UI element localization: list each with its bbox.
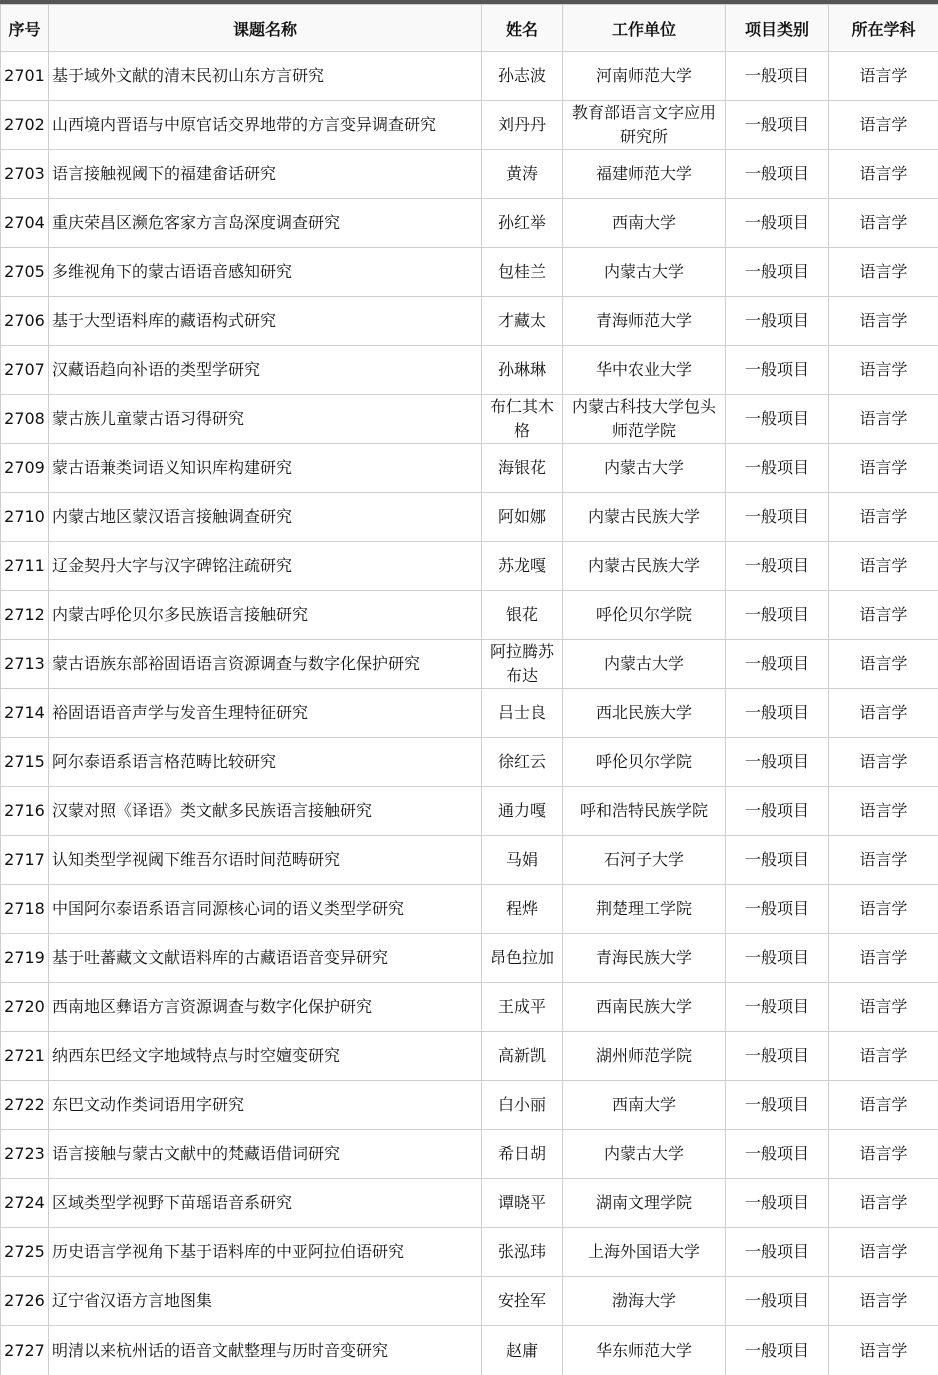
project-type: 一般项目 bbox=[726, 346, 829, 395]
project-title: 纳西东巴经文字地域特点与时空嬗变研究 bbox=[49, 1032, 482, 1081]
row-num: 2707 bbox=[1, 346, 49, 395]
row-num: 2721 bbox=[1, 1032, 49, 1081]
row-num: 2702 bbox=[1, 101, 49, 150]
row-num: 2717 bbox=[1, 836, 49, 885]
researcher-name: 谭晓平 bbox=[482, 1179, 563, 1228]
project-type: 一般项目 bbox=[726, 444, 829, 493]
row-num: 2712 bbox=[1, 591, 49, 640]
project-type: 一般项目 bbox=[726, 1179, 829, 1228]
project-title: 重庆荣昌区濒危客家方言岛深度调查研究 bbox=[49, 199, 482, 248]
table-row bbox=[1, 934, 938, 983]
subject: 语言学 bbox=[829, 346, 938, 395]
researcher-name: 苏龙嘎 bbox=[482, 542, 563, 591]
subject: 语言学 bbox=[829, 542, 938, 591]
table-row bbox=[1, 640, 938, 689]
work-unit: 湖南文理学院 bbox=[563, 1179, 726, 1228]
work-unit: 青海民族大学 bbox=[563, 934, 726, 983]
project-title: 基于吐蕃藏文文献语料库的古藏语语音变异研究 bbox=[49, 934, 482, 983]
project-type: 一般项目 bbox=[726, 101, 829, 150]
subject: 语言学 bbox=[829, 493, 938, 542]
row-num: 2720 bbox=[1, 983, 49, 1032]
researcher-name: 海银花 bbox=[482, 444, 563, 493]
table-row bbox=[1, 689, 938, 738]
project-type: 一般项目 bbox=[726, 738, 829, 787]
researcher-name: 安拴军 bbox=[482, 1277, 563, 1326]
subject: 语言学 bbox=[829, 983, 938, 1032]
researcher-name: 徐红云 bbox=[482, 738, 563, 787]
project-type: 一般项目 bbox=[726, 52, 829, 101]
header-type: 项目类别 bbox=[726, 5, 829, 52]
row-num: 2705 bbox=[1, 248, 49, 297]
row-num: 2716 bbox=[1, 787, 49, 836]
work-unit: 内蒙古大学 bbox=[563, 444, 726, 493]
work-unit: 呼伦贝尔学院 bbox=[563, 738, 726, 787]
subject: 语言学 bbox=[829, 1032, 938, 1081]
row-num: 2710 bbox=[1, 493, 49, 542]
table-row bbox=[1, 395, 938, 444]
work-unit: 呼和浩特民族学院 bbox=[563, 787, 726, 836]
researcher-name: 王成平 bbox=[482, 983, 563, 1032]
table-row bbox=[1, 297, 938, 346]
researcher-name: 才藏太 bbox=[482, 297, 563, 346]
subject: 语言学 bbox=[829, 248, 938, 297]
researcher-name: 高新凯 bbox=[482, 1032, 563, 1081]
row-num: 2713 bbox=[1, 640, 49, 689]
subject: 语言学 bbox=[829, 1228, 938, 1277]
researcher-name: 刘丹丹 bbox=[482, 101, 563, 150]
researcher-name: 阿拉腾苏布达 bbox=[482, 640, 563, 689]
subject: 语言学 bbox=[829, 1179, 938, 1228]
work-unit: 呼伦贝尔学院 bbox=[563, 591, 726, 640]
researcher-name: 包桂兰 bbox=[482, 248, 563, 297]
project-title: 蒙古语族东部裕固语语言资源调查与数字化保护研究 bbox=[49, 640, 482, 689]
researcher-name: 布仁其木格 bbox=[482, 395, 563, 444]
table-row bbox=[1, 1326, 938, 1375]
researcher-name: 马娟 bbox=[482, 836, 563, 885]
subject: 语言学 bbox=[829, 52, 938, 101]
project-title: 蒙古语兼类词语义知识库构建研究 bbox=[49, 444, 482, 493]
table-row bbox=[1, 1228, 938, 1277]
subject: 语言学 bbox=[829, 297, 938, 346]
project-type: 一般项目 bbox=[726, 199, 829, 248]
project-title: 区域类型学视野下苗瑶语音系研究 bbox=[49, 1179, 482, 1228]
project-type: 一般项目 bbox=[726, 493, 829, 542]
project-title: 汉蒙对照《译语》类文献多民族语言接触研究 bbox=[49, 787, 482, 836]
subject: 语言学 bbox=[829, 1277, 938, 1326]
table-row bbox=[1, 1081, 938, 1130]
table-row bbox=[1, 542, 938, 591]
table-row bbox=[1, 150, 938, 199]
row-num: 2714 bbox=[1, 689, 49, 738]
researcher-name: 黄涛 bbox=[482, 150, 563, 199]
work-unit: 青海师范大学 bbox=[563, 297, 726, 346]
subject: 语言学 bbox=[829, 787, 938, 836]
researcher-name: 张泓玮 bbox=[482, 1228, 563, 1277]
project-title: 基于域外文献的清末民初山东方言研究 bbox=[49, 52, 482, 101]
work-unit: 石河子大学 bbox=[563, 836, 726, 885]
row-num: 2718 bbox=[1, 885, 49, 934]
researcher-name: 希日胡 bbox=[482, 1130, 563, 1179]
project-type: 一般项目 bbox=[726, 836, 829, 885]
project-type: 一般项目 bbox=[726, 983, 829, 1032]
researcher-name: 昂色拉加 bbox=[482, 934, 563, 983]
table-row bbox=[1, 1277, 938, 1326]
work-unit: 西南大学 bbox=[563, 199, 726, 248]
researcher-name: 程烨 bbox=[482, 885, 563, 934]
table-row bbox=[1, 836, 938, 885]
work-unit: 西南大学 bbox=[563, 1081, 726, 1130]
project-type: 一般项目 bbox=[726, 1228, 829, 1277]
work-unit: 内蒙古大学 bbox=[563, 248, 726, 297]
subject: 语言学 bbox=[829, 444, 938, 493]
project-type: 一般项目 bbox=[726, 1081, 829, 1130]
subject: 语言学 bbox=[829, 689, 938, 738]
project-title: 阿尔泰语系语言格范畴比较研究 bbox=[49, 738, 482, 787]
project-type: 一般项目 bbox=[726, 297, 829, 346]
project-title: 语言接触视阈下的福建畲话研究 bbox=[49, 150, 482, 199]
project-title: 西南地区彝语方言资源调查与数字化保护研究 bbox=[49, 983, 482, 1032]
table-row bbox=[1, 52, 938, 101]
row-num: 2722 bbox=[1, 1081, 49, 1130]
project-title: 山西境内晋语与中原官话交界地带的方言变异调查研究 bbox=[49, 101, 482, 150]
row-num: 2704 bbox=[1, 199, 49, 248]
subject: 语言学 bbox=[829, 101, 938, 150]
work-unit: 河南师范大学 bbox=[563, 52, 726, 101]
project-type: 一般项目 bbox=[726, 248, 829, 297]
project-title: 裕固语语音声学与发音生理特征研究 bbox=[49, 689, 482, 738]
work-unit: 华中农业大学 bbox=[563, 346, 726, 395]
work-unit: 内蒙古民族大学 bbox=[563, 542, 726, 591]
subject: 语言学 bbox=[829, 836, 938, 885]
table-row bbox=[1, 885, 938, 934]
work-unit: 福建师范大学 bbox=[563, 150, 726, 199]
work-unit: 华东师范大学 bbox=[563, 1326, 726, 1375]
row-num: 2719 bbox=[1, 934, 49, 983]
row-num: 2706 bbox=[1, 297, 49, 346]
table-row bbox=[1, 444, 938, 493]
table-row bbox=[1, 983, 938, 1032]
work-unit: 内蒙古大学 bbox=[563, 1130, 726, 1179]
work-unit: 内蒙古大学 bbox=[563, 640, 726, 689]
researcher-name: 白小丽 bbox=[482, 1081, 563, 1130]
project-type: 一般项目 bbox=[726, 689, 829, 738]
work-unit: 荆楚理工学院 bbox=[563, 885, 726, 934]
project-title: 语言接触与蒙古文献中的梵藏语借词研究 bbox=[49, 1130, 482, 1179]
table-row bbox=[1, 493, 938, 542]
work-unit: 内蒙古科技大学包头师范学院 bbox=[563, 395, 726, 444]
row-num: 2724 bbox=[1, 1179, 49, 1228]
subject: 语言学 bbox=[829, 1130, 938, 1179]
subject: 语言学 bbox=[829, 1081, 938, 1130]
subject: 语言学 bbox=[829, 395, 938, 444]
project-title: 中国阿尔泰语系语言同源核心词的语义类型学研究 bbox=[49, 885, 482, 934]
row-num: 2703 bbox=[1, 150, 49, 199]
project-type: 一般项目 bbox=[726, 150, 829, 199]
subject: 语言学 bbox=[829, 199, 938, 248]
work-unit: 内蒙古民族大学 bbox=[563, 493, 726, 542]
project-type: 一般项目 bbox=[726, 640, 829, 689]
subject: 语言学 bbox=[829, 738, 938, 787]
subject: 语言学 bbox=[829, 934, 938, 983]
project-title: 多维视角下的蒙古语语音感知研究 bbox=[49, 248, 482, 297]
row-num: 2715 bbox=[1, 738, 49, 787]
project-title: 内蒙古呼伦贝尔多民族语言接触研究 bbox=[49, 591, 482, 640]
table-row bbox=[1, 1130, 938, 1179]
table-row bbox=[1, 591, 938, 640]
table-row bbox=[1, 1032, 938, 1081]
project-title: 汉藏语趋向补语的类型学研究 bbox=[49, 346, 482, 395]
project-title: 认知类型学视阈下维吾尔语时间范畴研究 bbox=[49, 836, 482, 885]
header-subject: 所在学科 bbox=[829, 5, 938, 52]
researcher-name: 银花 bbox=[482, 591, 563, 640]
project-title: 明清以来杭州话的语音文献整理与历时音变研究 bbox=[49, 1326, 482, 1375]
subject: 语言学 bbox=[829, 1326, 938, 1375]
project-title: 内蒙古地区蒙汉语言接触调查研究 bbox=[49, 493, 482, 542]
work-unit: 教育部语言文字应用研究所 bbox=[563, 101, 726, 150]
header-name: 姓名 bbox=[482, 5, 563, 52]
project-title: 历史语言学视角下基于语料库的中亚阿拉伯语研究 bbox=[49, 1228, 482, 1277]
work-unit: 西北民族大学 bbox=[563, 689, 726, 738]
project-title: 辽宁省汉语方言地图集 bbox=[49, 1277, 482, 1326]
project-type: 一般项目 bbox=[726, 787, 829, 836]
project-title: 辽金契丹大字与汉字碑铭注疏研究 bbox=[49, 542, 482, 591]
table-row bbox=[1, 248, 938, 297]
project-title: 基于大型语料库的藏语构式研究 bbox=[49, 297, 482, 346]
work-unit: 西南民族大学 bbox=[563, 983, 726, 1032]
header-title: 课题名称 bbox=[49, 5, 482, 52]
project-type: 一般项目 bbox=[726, 395, 829, 444]
row-num: 2708 bbox=[1, 395, 49, 444]
row-num: 2723 bbox=[1, 1130, 49, 1179]
header-row bbox=[1, 5, 938, 52]
row-num: 2709 bbox=[1, 444, 49, 493]
table-row bbox=[1, 199, 938, 248]
researcher-name: 吕士良 bbox=[482, 689, 563, 738]
work-unit: 湖州师范学院 bbox=[563, 1032, 726, 1081]
project-type: 一般项目 bbox=[726, 1130, 829, 1179]
work-unit: 渤海大学 bbox=[563, 1277, 726, 1326]
researcher-name: 孙琳琳 bbox=[482, 346, 563, 395]
subject: 语言学 bbox=[829, 150, 938, 199]
project-title: 东巴文动作类词语用字研究 bbox=[49, 1081, 482, 1130]
work-unit: 上海外国语大学 bbox=[563, 1228, 726, 1277]
subject: 语言学 bbox=[829, 591, 938, 640]
researcher-name: 孙志波 bbox=[482, 52, 563, 101]
table-row bbox=[1, 346, 938, 395]
researcher-name: 阿如娜 bbox=[482, 493, 563, 542]
project-table bbox=[0, 4, 938, 1375]
header-unit: 工作单位 bbox=[563, 5, 726, 52]
row-num: 2701 bbox=[1, 52, 49, 101]
header-num: 序号 bbox=[1, 5, 49, 52]
row-num: 2711 bbox=[1, 542, 49, 591]
project-type: 一般项目 bbox=[726, 934, 829, 983]
table-row bbox=[1, 738, 938, 787]
table-row bbox=[1, 787, 938, 836]
project-type: 一般项目 bbox=[726, 1277, 829, 1326]
row-num: 2725 bbox=[1, 1228, 49, 1277]
project-title: 蒙古族儿童蒙古语习得研究 bbox=[49, 395, 482, 444]
row-num: 2726 bbox=[1, 1277, 49, 1326]
table-row bbox=[1, 1179, 938, 1228]
subject: 语言学 bbox=[829, 640, 938, 689]
project-type: 一般项目 bbox=[726, 1326, 829, 1375]
project-type: 一般项目 bbox=[726, 1032, 829, 1081]
project-type: 一般项目 bbox=[726, 885, 829, 934]
subject: 语言学 bbox=[829, 885, 938, 934]
researcher-name: 孙红举 bbox=[482, 199, 563, 248]
researcher-name: 通力嘎 bbox=[482, 787, 563, 836]
row-num: 2727 bbox=[1, 1326, 49, 1375]
table-row bbox=[1, 101, 938, 150]
project-type: 一般项目 bbox=[726, 542, 829, 591]
project-type: 一般项目 bbox=[726, 591, 829, 640]
researcher-name: 赵庸 bbox=[482, 1326, 563, 1375]
